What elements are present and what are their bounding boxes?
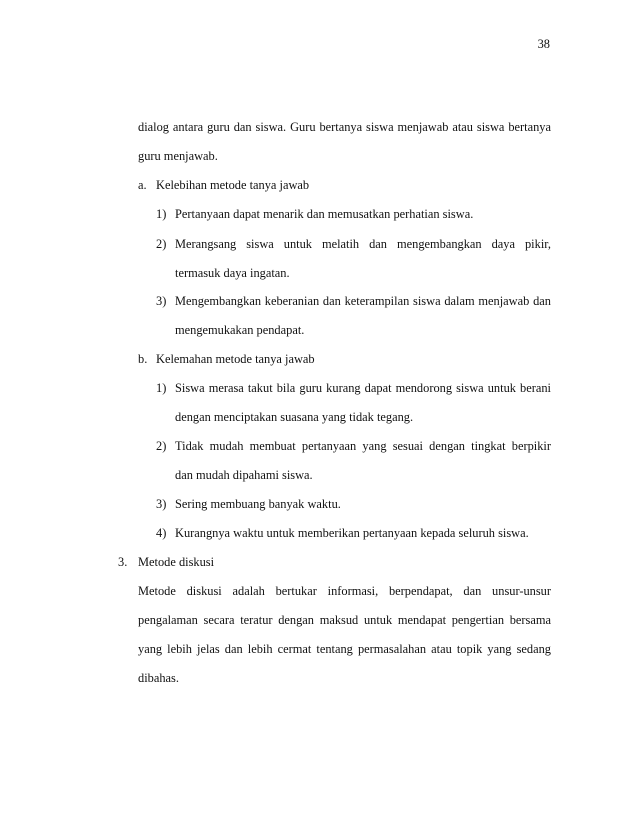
section-a-item-1-marker: 1) bbox=[156, 207, 167, 221]
intro-line-2: guru menjawab. bbox=[138, 149, 218, 163]
section-3-heading: Metode diskusi bbox=[138, 555, 215, 569]
section-b-item-4-line-1: Kurangnya waktu untuk memberikan pertanyaan kepada seluruh siswa. bbox=[175, 526, 529, 540]
section-a-item-2-marker: 2) bbox=[156, 237, 167, 251]
section-a-heading: Kelebihan metode tanya jawab bbox=[156, 178, 310, 192]
page-number: 38 bbox=[537, 37, 550, 51]
section-b-item-2-marker: 2) bbox=[156, 439, 167, 453]
section-b-item-3-line-1: Sering membuang banyak waktu. bbox=[175, 497, 341, 511]
section-b-item-4-marker: 4) bbox=[156, 526, 167, 540]
section-b-item-1-line-1: Siswa merasa takut bila guru kurang dapat mendorong siswa untuk berani bbox=[175, 381, 551, 395]
section-a-item-1-line-1: Pertanyaan dapat menarik dan memusatkan perhatian siswa. bbox=[175, 207, 474, 221]
section-3-paragraph-line-2: pengalaman secara teratur dengan maksud untuk mendapat pengertian bersama bbox=[138, 613, 551, 627]
section-3-paragraph-line-1: Metode diskusi adalah bertukar informasi, berpendapat, dan unsur-unsur bbox=[138, 584, 551, 598]
section-3-paragraph-line-3: yang lebih jelas dan lebih cermat tentang permasalahan atau topik yang sedang bbox=[138, 642, 551, 656]
section-3-marker: 3. bbox=[118, 555, 128, 569]
section-b-item-3-marker: 3) bbox=[156, 497, 167, 511]
section-a-item-3-line-2: mengemukakan pendapat. bbox=[175, 323, 305, 337]
section-b-item-1-line-2: dengan menciptakan suasana yang tidak tegang. bbox=[175, 410, 414, 424]
section-b-item-2-line-2: dan mudah dipahami siswa. bbox=[175, 468, 313, 482]
section-b-marker: b. bbox=[138, 352, 148, 366]
intro-line-1: dialog antara guru dan siswa. Guru bertanya siswa menjawab atau siswa bertanya bbox=[138, 120, 551, 134]
section-a-item-3-marker: 3) bbox=[156, 294, 167, 308]
section-a-item-2-line-2: termasuk daya ingatan. bbox=[175, 266, 290, 280]
section-b-item-1-marker: 1) bbox=[156, 381, 167, 395]
section-b-item-2-line-1: Tidak mudah membuat pertanyaan yang sesuai dengan tingkat berpikir bbox=[175, 439, 551, 453]
section-3-paragraph-line-4: dibahas. bbox=[138, 671, 179, 685]
section-a-marker: a. bbox=[138, 178, 147, 192]
section-b-heading: Kelemahan metode tanya jawab bbox=[156, 352, 315, 366]
section-a-item-3-line-1: Mengembangkan keberanian dan keterampilan siswa dalam menjawab dan bbox=[175, 294, 551, 308]
section-a-item-2-line-1: Merangsang siswa untuk melatih dan mengembangkan daya pikir, bbox=[175, 237, 551, 251]
